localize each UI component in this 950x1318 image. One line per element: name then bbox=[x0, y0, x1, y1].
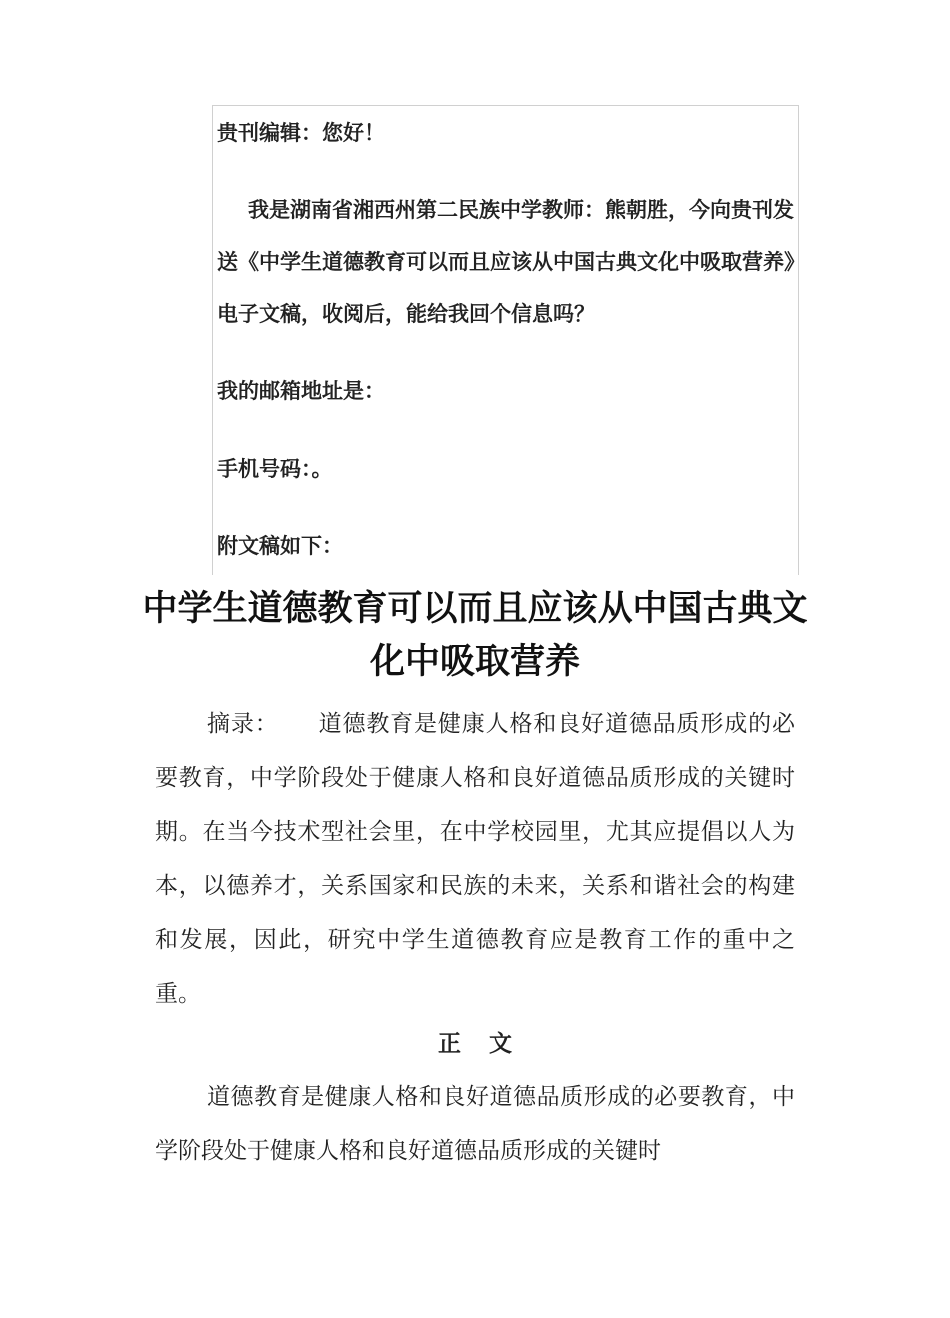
article-body-paragraph: 道德教育是健康人格和良好道德品质形成的必要教育，中学阶段处于健康人格和良好道德品质形成的关键时 bbox=[155, 1084, 795, 1164]
letter-greeting: 贵刊编辑：您好！ bbox=[217, 121, 385, 145]
letter-phone-line: 手机号码：。 bbox=[217, 457, 333, 481]
abstract-text: 道德教育是健康人格和良好道德品质形成的必要教育，中学阶段处于健康人格和良好道德品质形成的关键时期。在当今技术型社会里，在中学校园里，尤其应提倡以人为本，以德养才，关系国家和民族的未来，关系和谐社会的构建和发展，因此，研究中学生道德教育应是教育工作的重中之重。 bbox=[155, 711, 796, 1007]
cover-letter bbox=[212, 105, 799, 575]
article-title: 中学生道德教育可以而且应该从中国古典文化中吸取营养 bbox=[142, 589, 808, 682]
article-abstract bbox=[155, 697, 795, 1021]
letter-intro: 我是湖南省湘西州第二民族中学教师：熊朝胜，今向贵刊发送《中学生道德教育可以而且应该从中国古典文化中吸取营养》电子文稿，收阅后，能给我回个信息吗？ bbox=[217, 198, 795, 326]
abstract-label: 摘录： bbox=[207, 711, 279, 737]
section-heading: 正文 bbox=[438, 1030, 540, 1057]
letter-attachment-line: 附文稿如下： bbox=[217, 534, 343, 558]
letter-email-line: 我的邮箱地址是： bbox=[217, 379, 385, 403]
